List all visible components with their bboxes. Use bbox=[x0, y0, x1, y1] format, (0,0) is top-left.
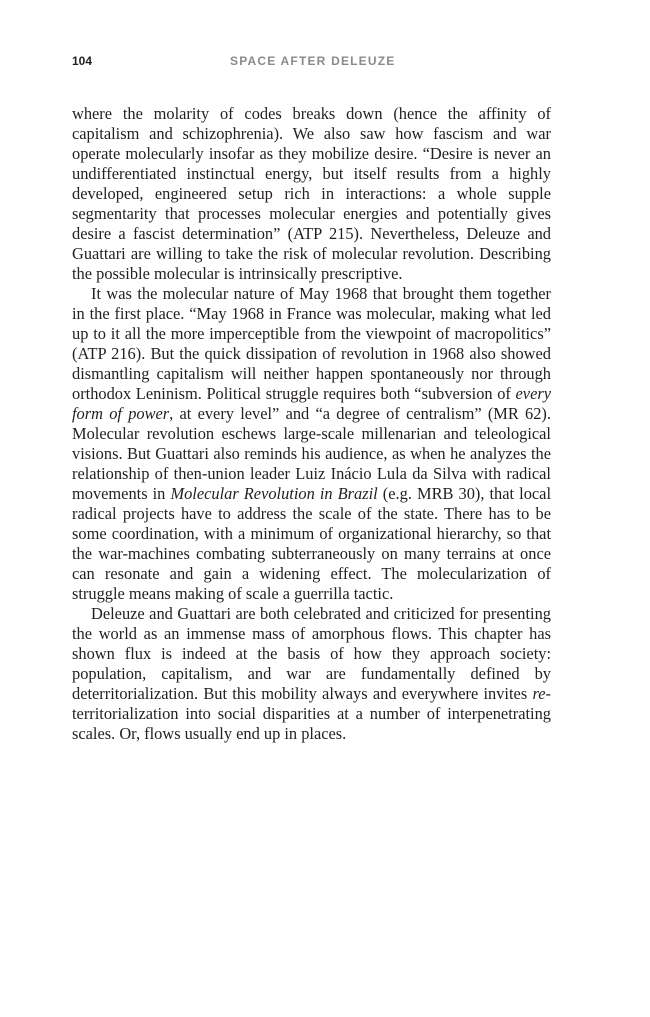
page-header bbox=[72, 54, 552, 72]
page-number: 104 bbox=[72, 54, 93, 68]
running-head: SPACE AFTER DELEUZE bbox=[230, 54, 396, 68]
text-segment: , at every level” and “a degree of centralism” (MR 62). Molecular revolution eschews large-scale millenarian and teleological visions. But Guattari also reminds his audience, as when he analyzes the relationship of then-union leader Luiz Inácio Lula da Silva with radical movements in bbox=[72, 404, 551, 503]
text-segment: Deleuze and Guattari are both celebrated and criticized for presenting the world as an immense mass of amorphous flows. This chapter has shown flux is indeed at the basis of how they approach society: population, capitalism, and war are fundamentally defined by deterritorialization. But this mobility always and everywhere invites bbox=[72, 604, 551, 703]
text-segment: where the molarity of codes breaks down (hence the affinity of capitalism and schizophrenia). We also saw how fascism and war operate molecularly insofar as they mobilize desire. “Desire is never an undifferentiated instinctual energy, but itself results from a highly developed, engineered setup rich in interactions: a whole supple segmentarity that processes molecular energies and potentially gives desire a fascist determination” (ATP 215). Nevertheless, Deleuze and Guattari are willing to take the risk of molecular revolution. Describing the possible molecular is intrinsically prescriptive. bbox=[72, 104, 551, 283]
italic-segment: every form of power bbox=[72, 384, 551, 423]
text-segment: -territorialization into social disparities at a number of interpenetrating scales. Or, flows usually end up in places. bbox=[72, 684, 551, 743]
paragraph bbox=[72, 284, 551, 604]
body-text bbox=[72, 104, 551, 744]
paragraph bbox=[72, 604, 551, 744]
italic-segment: re bbox=[532, 684, 546, 703]
paragraph bbox=[72, 104, 551, 284]
text-segment: It was the molecular nature of May 1968 that brought them together in the first place. “May 1968 in France was molecular, making what led up to it all the more imperceptible from the viewpoint of macropolitics” (ATP 216). But the quick dissipation of revolution in 1968 also showed dismantling capitalism will neither happen spontaneously nor through orthodox Leninism. Political struggle requires both “subversion of bbox=[72, 284, 551, 403]
text-segment: (e.g. MRB 30), that local radical projects have to address the scale of the state. There has to be some coordination, with a minimum of organizational hierarchy, so that the war-machines combating subterraneously on many terrains at once can resonate and gain a widening effect. The molecularization of struggle means making of scale a guerrilla tactic. bbox=[72, 484, 551, 603]
book-title: Molecular Revolution in Brazil bbox=[170, 484, 378, 503]
